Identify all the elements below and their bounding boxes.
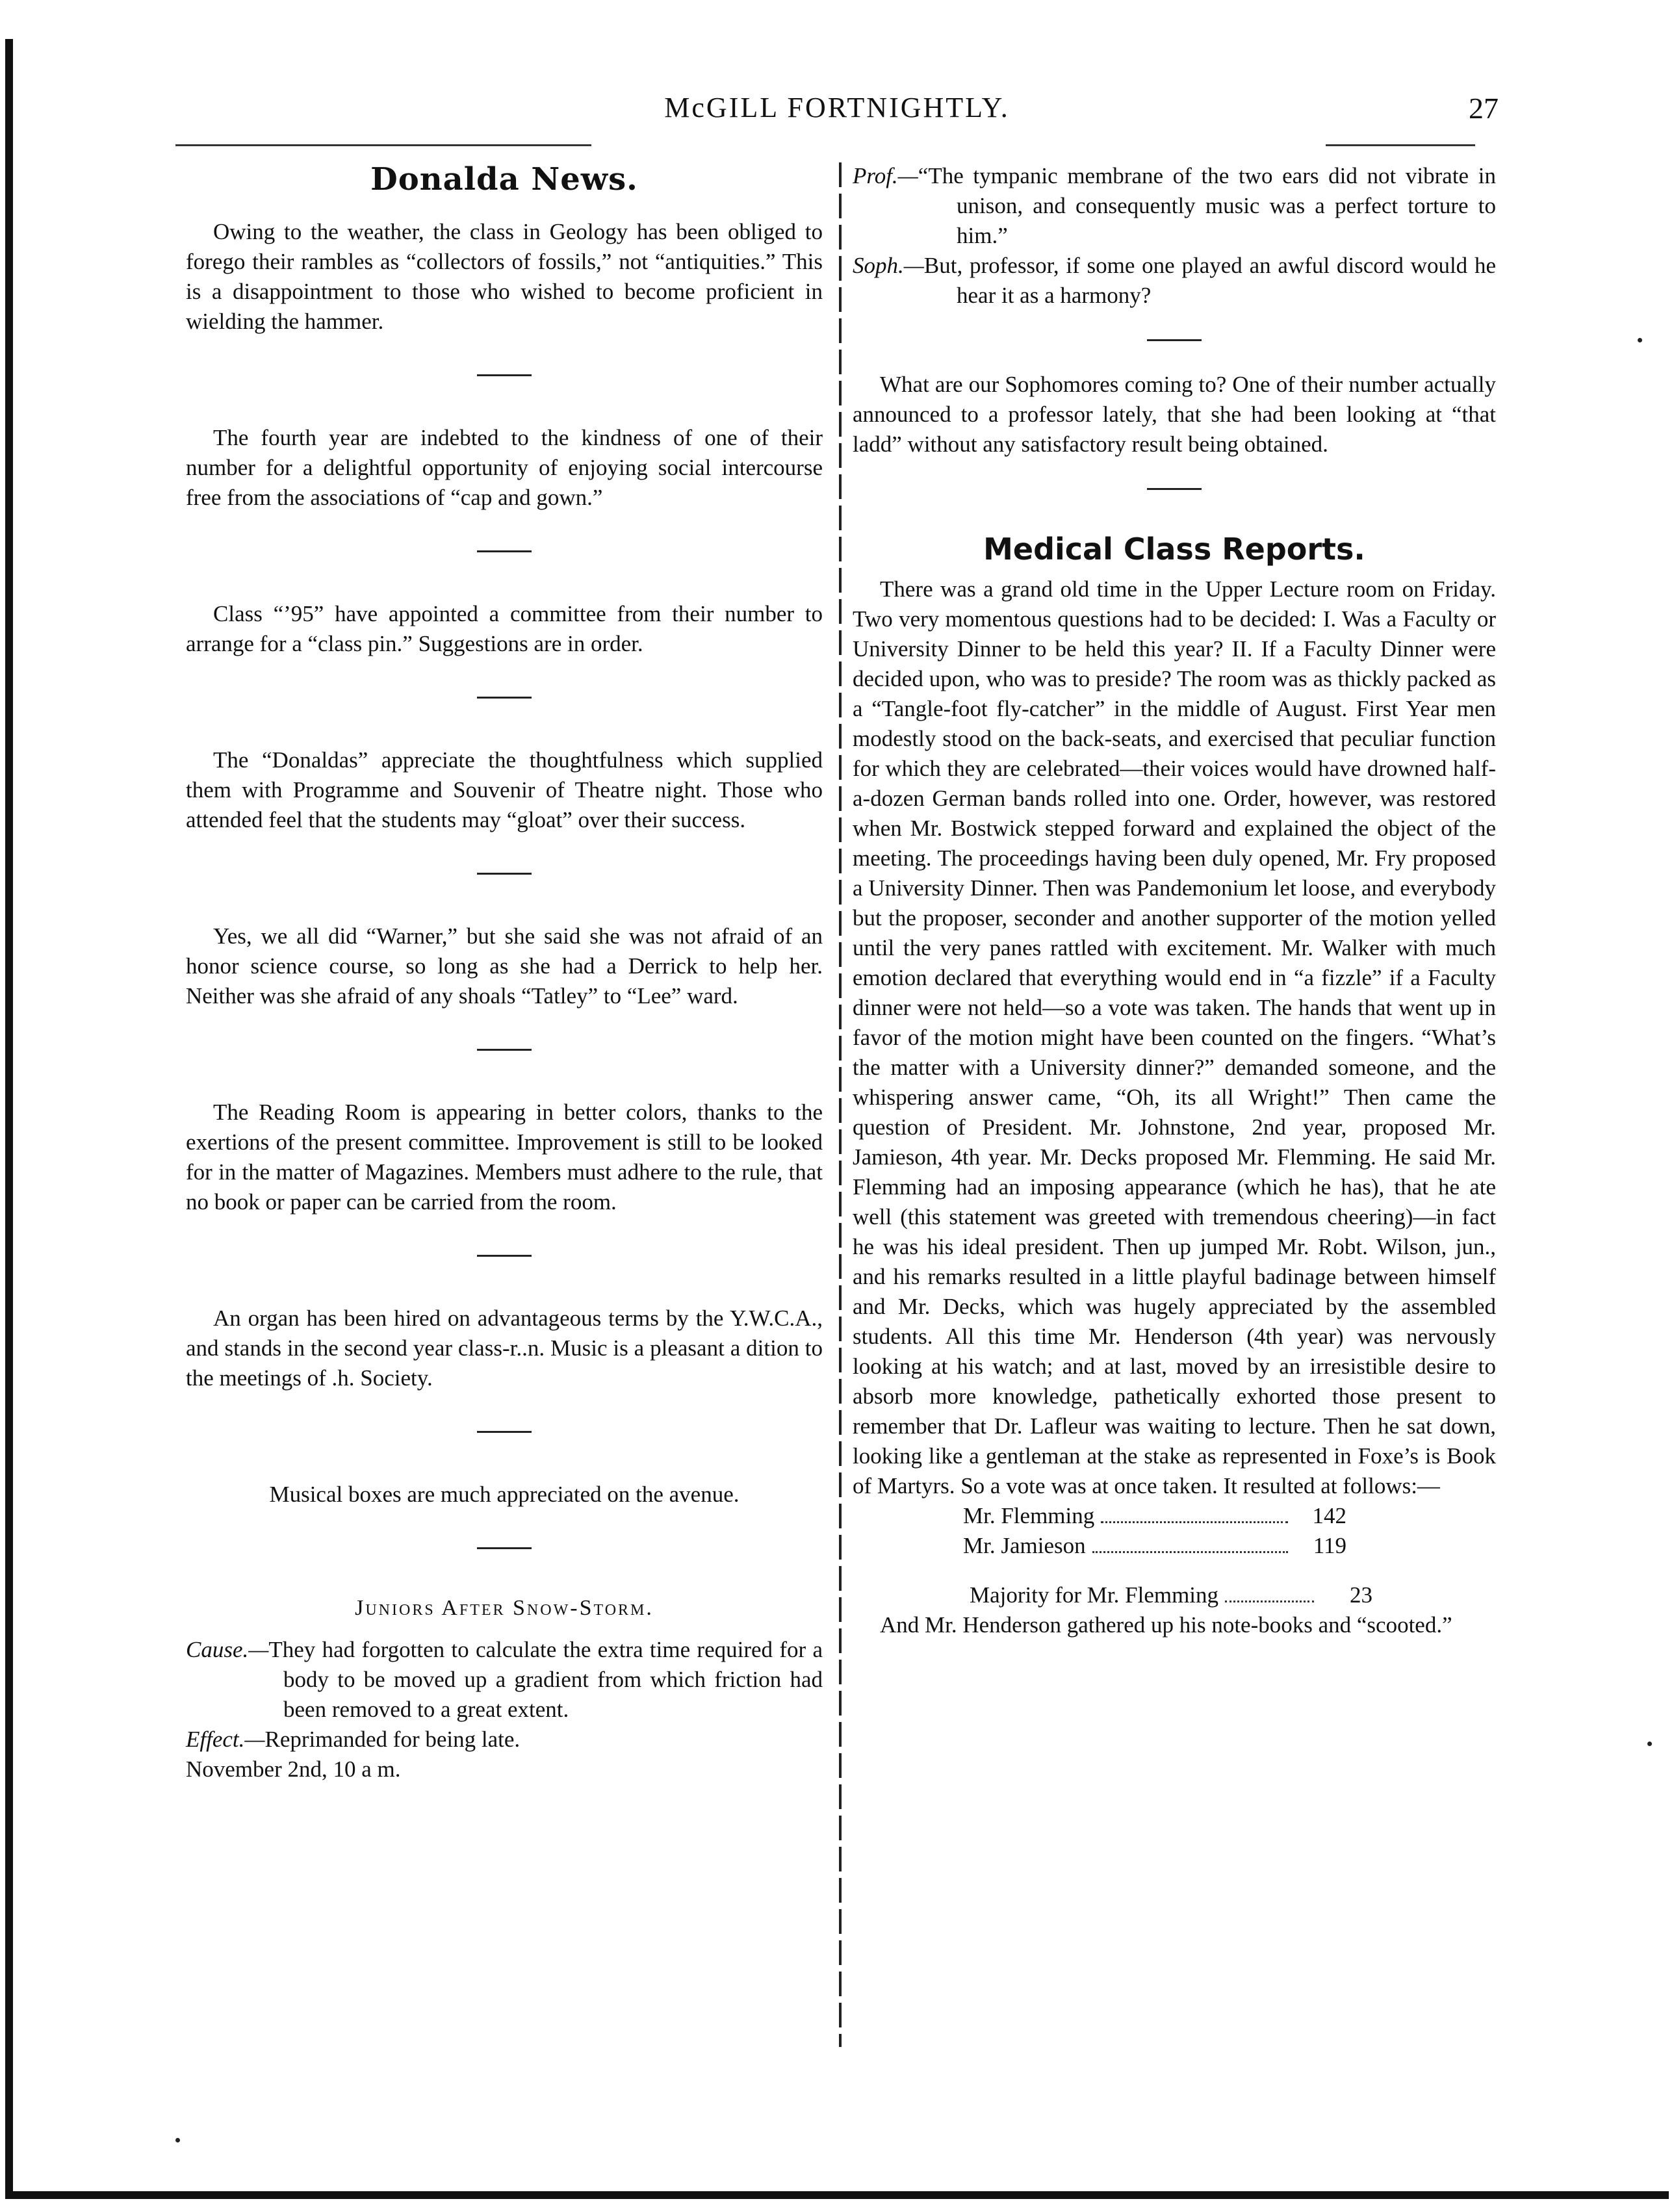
juniors-heading: Juniors After Snow-Storm. [355, 1596, 654, 1620]
vote-row-majority [970, 1580, 1372, 1610]
vote-name: Mr. Jamieson [963, 1533, 1086, 1558]
dot-leader [1225, 1580, 1314, 1602]
effect-entry [186, 1725, 823, 1755]
paragraph-class-pin: Class “’95” have appointed a committee from their number to arrange for a “class pin.” Suggestions are in order. [186, 601, 823, 656]
majority-label: Majority for Mr. Flemming [970, 1582, 1219, 1608]
medical-class-reports-heading: Medical Class Reports. [983, 532, 1365, 567]
dialogue-prof [853, 161, 1496, 251]
paragraph-closing: And Mr. Henderson gathered up his note-books and “scooted.” [880, 1612, 1452, 1638]
left-column [186, 161, 823, 1784]
right-column [853, 161, 1496, 1640]
section-rule [1147, 339, 1202, 341]
paragraph-organ: An organ has been hired on advantageous terms by the Y.W.C.A., and stands in the second year class-r..n. Music is a pleasant a dition to the meetings of .h. Society. [186, 1305, 823, 1391]
section-rule [477, 1049, 532, 1051]
dialogue-soph-text: But, professor, if some one played an awful discord would he hear it as a harmony? [923, 253, 1496, 308]
speaker-soph: Soph.— [853, 253, 924, 278]
paragraph-reading-room: The Reading Room is appearing in better colors, thanks to the exertions of the present committee. Improvement is still to be looked for in the matter of Magazines. Members must adhere to the rule, that no book or paper can be carried from the room. [186, 1100, 823, 1215]
section-rule [477, 550, 532, 552]
page-header-title: McGILL FORTNIGHTLY. [664, 92, 1010, 123]
paragraph-fourth-year: The fourth year are indebted to the kindness of one of their number for a delightful opportunity of enjoying social intercourse free from the associations of “cap and gown.” [186, 425, 823, 510]
dot-leader [1092, 1531, 1288, 1553]
dot-leader [1101, 1501, 1288, 1523]
paragraph-theatre-night: The “Donaldas” appreciate the thoughtfulness which supplied them with Programme and Souvenir of Theatre night. Those who attended feel that the students may “gloat” over their success. [186, 747, 823, 832]
cause-entry [186, 1635, 823, 1725]
paragraph-warner: Yes, we all did “Warner,” but she said she was not afraid of an honor science course, so long as she had a Derrick to help her. Neither was she afraid of any shoals “Tatley” to “Lee” ward. [186, 923, 823, 1009]
cause-label: Cause.— [186, 1637, 269, 1662]
vote-name: Mr. Flemming [963, 1503, 1095, 1528]
section-rule [477, 374, 532, 376]
speaker-prof: Prof.— [853, 163, 918, 188]
print-speck [175, 2138, 180, 2142]
donalda-news-heading: Donalda News. [370, 161, 638, 198]
juniors-date: November 2nd, 10 a m. [186, 1756, 401, 1782]
paragraph-sophomores: What are our Sophomores coming to? One of their number actually announced to a professor lately, that she had been looking at “that ladd” without any satisfactory result being obtained. [853, 372, 1496, 457]
effect-text: Reprimanded for being late. [264, 1727, 521, 1752]
paragraph-geology: Owing to the weather, the class in Geology has been obliged to forego their rambles as “collectors of fossils,” not “antiquities.” This is a disappointment to those who wished to become proficient in wielding the hammer. [186, 219, 823, 334]
dialogue-prof-text: “The tympanic membrane of the two ears did not vibrate in unison, and consequently music was a perfect torture to him.” [918, 163, 1496, 248]
majority-count: 23 [1350, 1582, 1372, 1608]
section-rule [477, 697, 532, 699]
column-divider [839, 162, 842, 2047]
paragraph-medical-report: There was a grand old time in the Upper Lecture room on Friday. Two very momentous questions had to be decided: I. Was a Faculty or University Dinner to be held this year? II. If a Faculty Dinner were decided upon, who was to preside? The room was as thickly packed as a “Tangle-foot fly-catcher” in the middle of August. First Year men modestly stood on the back-seats, and exercised that peculiar function for which they are celebrated—their voices would have drowned half-a-dozen German bands rolled into one. Order, however, was restored when Mr. Bostwick stepped forward and explained the object of the meeting. The proceedings having been duly opened, Mr. Fry proposed a University Dinner. Then was Pandemonium let loose, and everybody but the proposer, seconder and another supporter of the motion yelled until the very panes rattled with excitement. Mr. Walker with much emotion declared that everything would end in “a fizzle” if a Faculty dinner were not held—so a vote was taken. The hands that went up in favor of the motion might have been counted on the fingers. “What’s the matter with a University dinner?” demanded someone, and the whispering answer came, “Oh, its all Wright!” Then came the question of President. Mr. Johnstone, 2nd year, proposed Mr. Jamieson, 4th year. Mr. Decks proposed Mr. Flemming. He said Mr. Flemming had an imposing appearance (which he has), that he ate well (this statement was greeted with tremendous cheering)—in fact he was his ideal president. Then up jumped Mr. Robt. Wilson, jun., and his remarks resulted in a little playful badinage between himself and Mr. Decks, which was hugely appreciated by the assembled students. All this time Mr. Henderson (4th year) was nervously looking at his watch; and at last, moved by an irresistible desire to absorb more knowledge, pathetically exhorted those present to remember that Dr. Lafleur was waiting to lecture. Then he sat down, looking like a gentleman at the stake as represented in Foxe’s is Book of Martyrs. So a vote was at once taken. It resulted at follows:— [853, 576, 1496, 1498]
header-rule-right [1326, 144, 1475, 146]
vote-count: 119 [1313, 1533, 1346, 1558]
section-rule [477, 873, 532, 875]
header-rule-left [175, 144, 591, 146]
section-rule [477, 1547, 532, 1549]
section-rule [1147, 488, 1202, 490]
print-speck [1638, 338, 1642, 342]
cause-text: They had forgotten to calculate the extra time required for a body to be moved up a gradient from which friction had been removed to a great extent. [268, 1637, 823, 1722]
section-rule [477, 1431, 532, 1433]
section-rule [477, 1255, 532, 1257]
dialogue-soph [853, 251, 1496, 311]
vote-row-jamieson [963, 1531, 1346, 1561]
vote-row-flemming [963, 1501, 1346, 1531]
page-edge-left [5, 39, 13, 2196]
vote-count: 142 [1312, 1503, 1346, 1528]
page-edge-bottom [5, 2191, 1669, 2199]
page-number: 27 [1469, 92, 1499, 125]
effect-label: Effect.— [186, 1727, 265, 1752]
paragraph-musical-boxes: Musical boxes are much appreciated on the avenue. [269, 1482, 740, 1507]
print-speck [1647, 1742, 1652, 1746]
